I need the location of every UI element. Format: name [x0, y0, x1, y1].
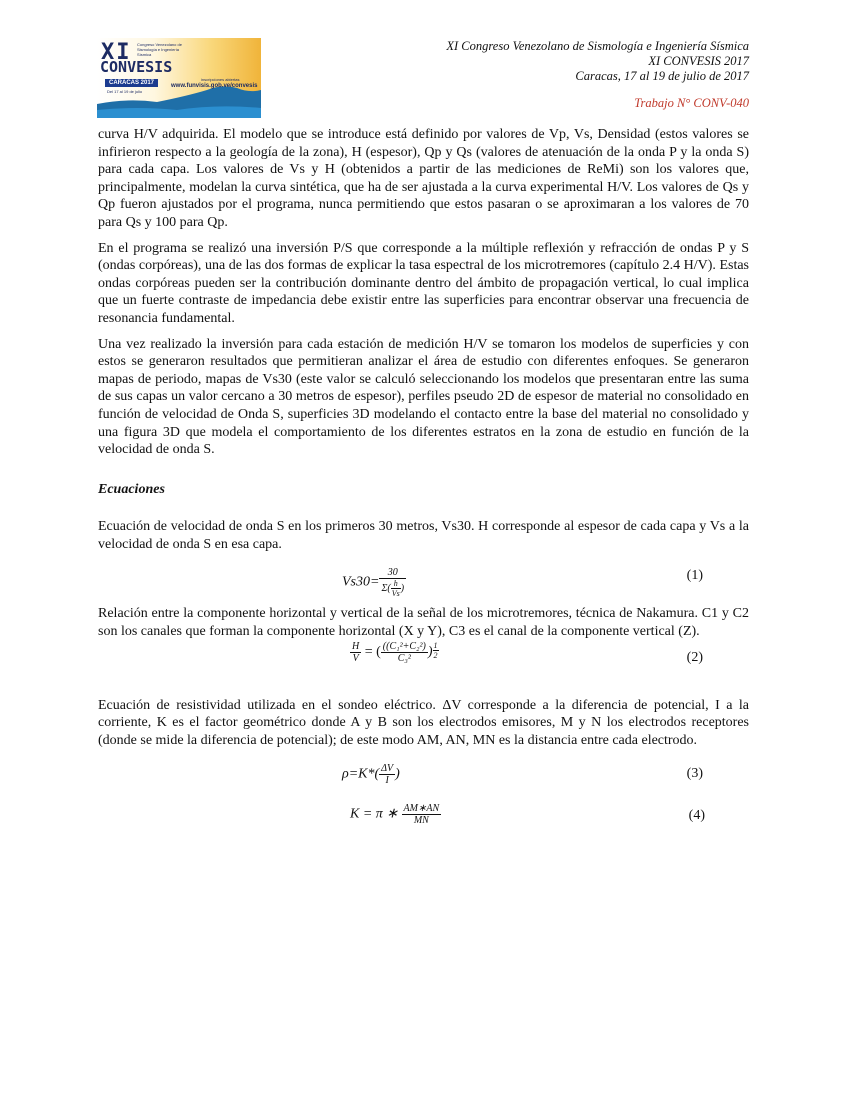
logo-name: CONVESIS	[100, 58, 173, 76]
eq2-lhs-den: V	[352, 652, 359, 664]
eq1-inner-num: h	[391, 579, 401, 589]
header-line-2: XI CONVESIS 2017	[648, 54, 749, 68]
section-title: Ecuaciones	[98, 481, 165, 497]
eq3-close: )	[395, 767, 400, 783]
eq2-exp-den: 2	[433, 650, 438, 660]
logo-xi: XI	[101, 40, 132, 65]
paragraph-5: Relación entre la componente horizontal y vertical de la señal de los microtremores, técnica de Nakamura. C1 y C2 son los canales que forman la componente horizontal (X y Y), C3 es el canal de la componente vertical (Z).	[98, 606, 749, 640]
eq3-denominator: I	[385, 775, 389, 787]
eq4-numerator: AM∗AN	[403, 803, 440, 815]
eq1-numerator: 30	[379, 567, 406, 579]
paragraph-2: En el programa se realizó una inversión P/S que corresponde a la múltiple reflexión y refracción de ondas P y S (ondas corpóreas), una de las dos formas de explicar la tasa espectral de los microtremores (capítulo 2.4 H/V). Estas ondas corpóreas pueden ser la contribución dominante dentro del ámbito de propagación vertical, lo cual implica que un fuerte contraste de impedancia debe existir entre las superficies para encontrar observar una frecuencia de resonancia fundamental.	[98, 240, 749, 326]
eq2-exp-num: 1	[433, 640, 438, 650]
eq2-equals: = (	[361, 644, 381, 660]
eq4-number: (4)	[688, 808, 705, 824]
equation-3	[98, 763, 749, 803]
equation-1	[98, 561, 749, 605]
conference-logo	[97, 38, 261, 118]
eq1-close: )	[400, 583, 405, 595]
equation-2	[98, 641, 749, 679]
header-line-3: Caracas, 17 al 19 de julio de 2017	[575, 69, 749, 83]
logo-city-badge: CARACAS 2017	[105, 79, 158, 87]
eq1-number: (1)	[686, 568, 703, 584]
equation-4	[98, 803, 749, 847]
logo-dates: Del 17 al 19 de julio	[107, 89, 143, 94]
eq3-numerator: ΔV	[381, 763, 394, 775]
logo-subtitle: Congreso Venezolano de Sismología e Ingeniería Sísmica	[137, 42, 182, 57]
eq4-denominator: MN	[413, 815, 429, 827]
eq2-denominator: C₃²	[397, 652, 411, 664]
eq1-sigma: Σ(	[381, 583, 391, 595]
paragraph-4: Ecuación de velocidad de onda S en los primeros 30 metros, Vs30. H corresponde al espesor de cada capa y Vs a la velocidad de onda S en esa capa.	[98, 519, 749, 552]
eq2-number: (2)	[686, 649, 703, 665]
page-body	[98, 126, 749, 847]
eq2-close: )	[427, 644, 433, 660]
eq4-lhs: K = π ∗	[350, 807, 402, 823]
paper-id: Trabajo N° CONV-040	[634, 96, 749, 110]
running-header	[446, 39, 749, 111]
paragraph-3: Una vez realizado la inversión para cada estación de medición H/V se tomaron los modelos de superficies y con estos se generaron resultados que permitieran analizar el área de estudio con diferentes enfoques. Se generaron mapas de periodo, mapas de Vs30 (este valor se calculó seleccionando los modelos que presentaran entre las suma de sus capas un valor cercano a 30 metros de espesor), perfiles pseudo 2D de espesor de material no consolidado en función de velocidad de Onda S, superficies 3D modelando el contacto entre la base del material no consolidado y una figura 3D que modela el comportamiento de los diferentes estratos en la zona de estudio en función de la velocidad de onda S.	[98, 336, 749, 458]
eq1-lhs: Vs30=	[342, 575, 380, 591]
eq3-number: (3)	[686, 766, 703, 782]
logo-url: www.funvisis.gob.ve/convesis	[171, 83, 258, 89]
eq2-numerator: ((C₁²+C₂²)	[382, 640, 426, 652]
header-line-1: XI Congreso Venezolano de Sismología e Ingeniería Sísmica	[446, 39, 749, 53]
paragraph-6: Ecuación de resistividad utilizada en el sondeo eléctrico. ΔV corresponde a la diferencia de potencial, I a la corriente, K es el factor geométrico donde A y B son los electrodos emisores, M y N los electrodos receptores (donde se mide la diferencia de potencial); de este modo AM, AN, MN es la distancia entre cada electrodo.	[98, 697, 749, 748]
eq1-inner-den: Vs	[391, 589, 400, 599]
eq2-lhs-num: H	[352, 640, 360, 652]
logo-registration: inscripciones abiertas	[201, 77, 240, 82]
eq3-lhs: ρ=K*(	[342, 767, 380, 783]
paragraph-1: curva H/V adquirida. El modelo que se introduce está definido por valores de Vp, Vs, Densidad (estos valores se infirieron respecto a la geología de la zona), H (espesor), Qp y Qs (valores de atenuación de la onda P y la onda S) para cada capa. Los valores de Vs y H (obtenidos a partir de las mediciones de ReMi) son los valores que, principalmente, modelan la curva sintética, que ha de ser ajustada a la curva experimental H/V. Los valores de Qs y Qp fueron ajustados por el programa, nunca permitiendo que estos pasaran o se aproximaran a los valores de 70 para Qs y 100 para Qp.	[98, 127, 749, 230]
